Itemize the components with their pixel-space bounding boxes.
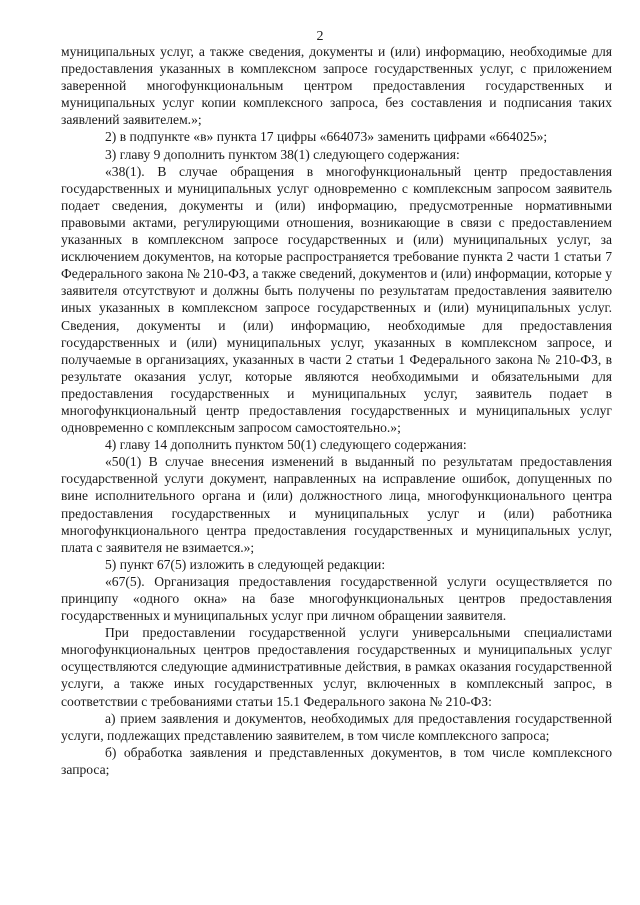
paragraph-clause-50-1: «50(1) В случае внесения изменений в выданный по результатам предоставления государственной услуги документ, направленных на исправление ошибок, допущенных по вине исполнительного органа и (или) должностного лица, многофункционального центра предоставления государственных и муниципальных услуг и (или) работника многофункционального центра предоставления государственных и муниципальных услуг, плата с заявителя не взимается.»; [61, 454, 612, 555]
paragraph-subitem-a: а) прием заявления и документов, необходимых для предоставления государственной услуги, подлежащих представлению заявителем, в том числе комплексного запроса; [61, 710, 612, 743]
paragraph-item-4: 4) главу 14 дополнить пунктом 50(1) следующего содержания: [105, 437, 467, 453]
page-number: 2 [316, 29, 324, 44]
paragraph-item-5: 5) пункт 67(5) изложить в следующей редакции: [105, 556, 386, 572]
paragraph-item-3: 3) главу 9 дополнить пунктом 38(1) следующего содержания: [105, 146, 460, 162]
document-body [61, 43, 612, 778]
paragraph-admin-actions: При предоставлении государственной услуги универсальными специалистами многофункциональных центров предоставления государственных и муниципальных услуг осуществляются следующие административные действия, в рамках оказания государственной услуги, а также иных государственных услуг, включенных в комплексный запрос, в соответствии с требованиями статьи 15.1 Федерального закона № 210-ФЗ: [61, 625, 612, 709]
paragraph-item-2: 2) в подпункте «в» пункта 17 цифры «664073» заменить цифрами «664025»; [105, 129, 548, 145]
paragraph-subitem-b: б) обработка заявления и представленных документов, в том числе комплексного запроса; [61, 744, 612, 777]
paragraph-clause-67-5: «67(5). Организация предоставления государственной услуги осуществляется по принципу «одного окна» на базе многофункциональных центров предоставления государственных и муниципальных услуг при личном обращении заявителя. [61, 573, 612, 624]
paragraph-clause-38-1: «38(1). В случае обращения в многофункциональный центр предоставления государственных и муниципальных услуг одновременно с комплексным запросом заявитель подает сведения, документы и (или) информацию, предусмотренные нормативными правовыми актами, регулирующими отношения, возникающие в связи с предоставлением указанных в комплексном запросе государственных и (или) муниципальных услуг, за исключением документов, на которые распространяется требование пункта 2 части 1 статьи 7 Федерального закона № 210-ФЗ, а также сведений, документов и (или) информации, которые у заявителя отсутствуют и должны быть получены по результатам предоставления заявителю иных указанных в комплексном запросе государственных и (или) муниципальных услуг. Сведения, документы и (или) информацию, необходимые для предоставления государственных и (или) муниципальных услуг, указанных в комплексном запросе, и получаемые в организациях, указанных в части 2 статьи 1 Федерального закона № 210-ФЗ, в результате оказания услуг, которые являются необходимыми и обязательными для предоставления государственных и муниципальных услуг, заявитель подает в многофункциональный центр предоставления государственных и муниципальных услуг одновременно с комплексным запросом самостоятельно.»; [61, 163, 612, 436]
paragraph-continuation: муниципальных услуг, а также сведения, документы и (или) информацию, необходимые для предоставления указанных в комплексном запросе государственных услуг, с приложением заверенной многофункциональным центром предоставления государственных и муниципальных услуг копии комплексного запроса, без составления и подписания таких заявлений заявителем.»; [61, 44, 612, 128]
